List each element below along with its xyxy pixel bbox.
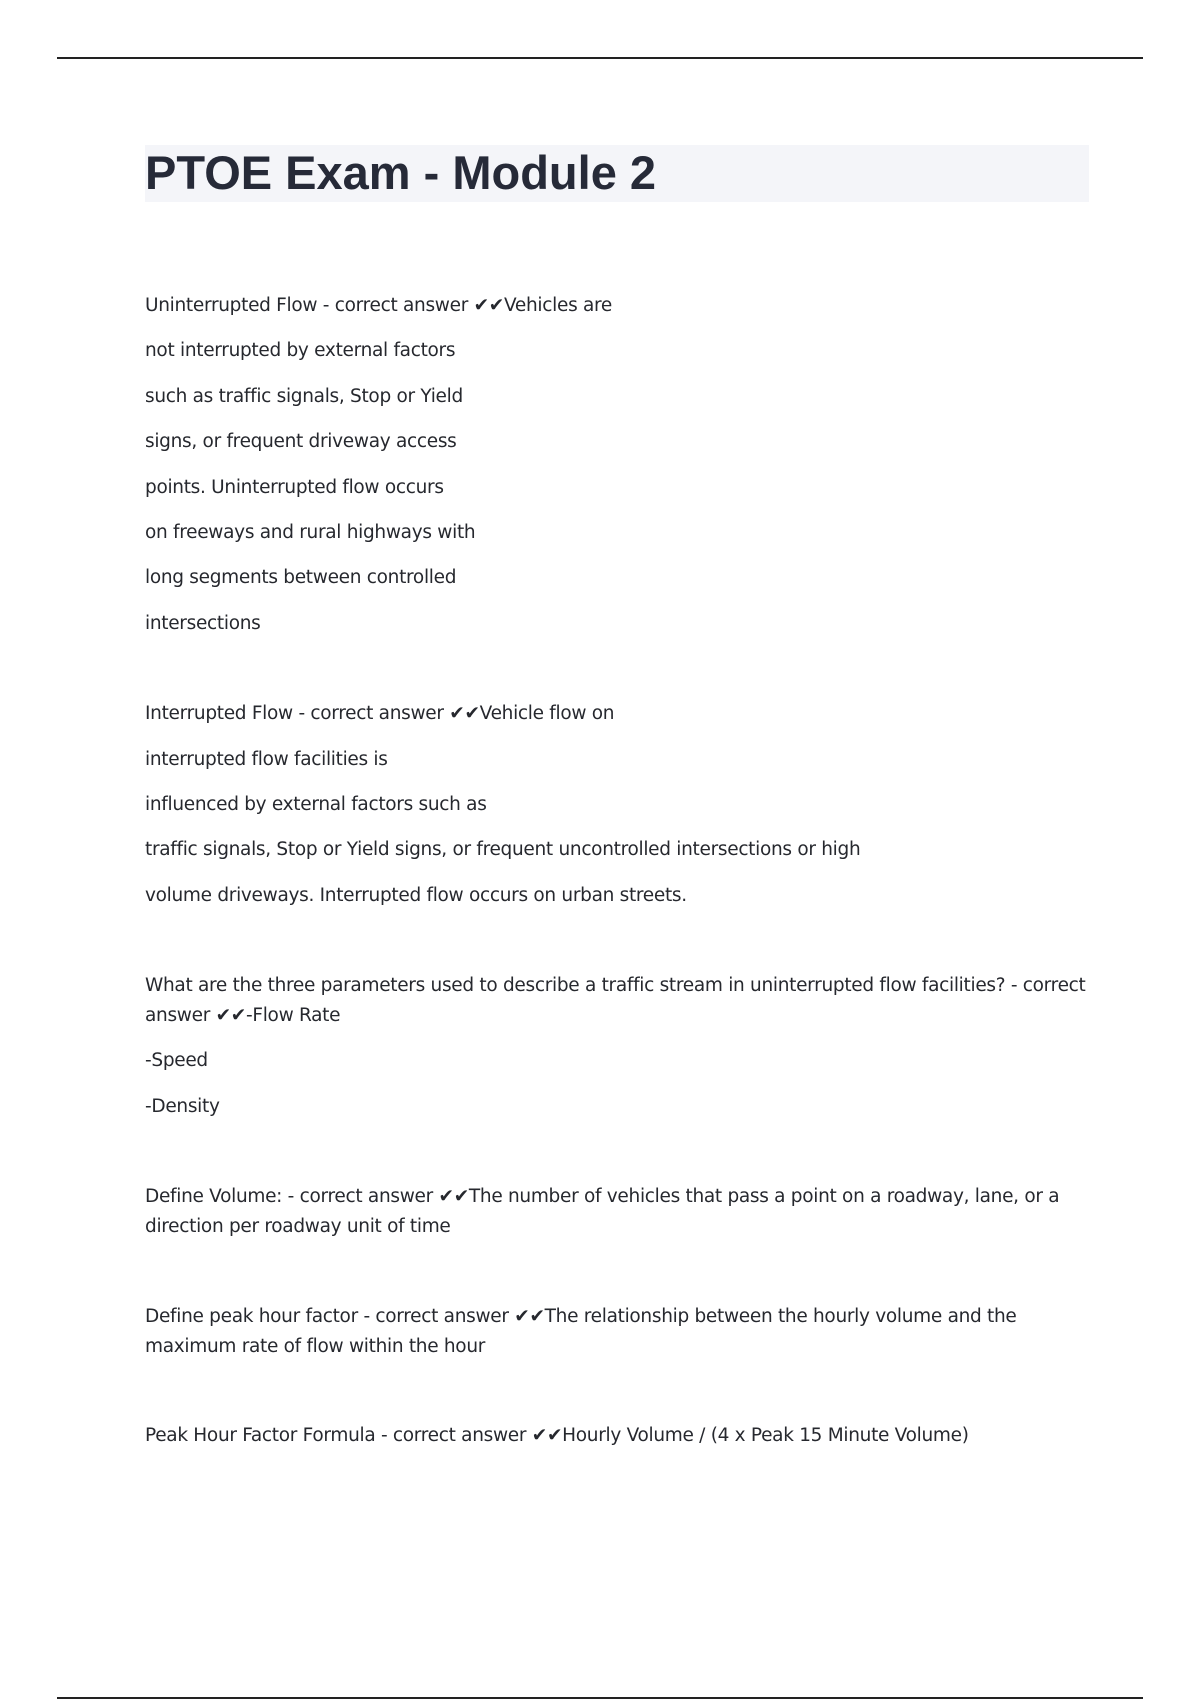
entry-line: traffic signals, Stop or Yield signs, or frequent uncontrolled intersections or high xyxy=(145,839,861,861)
entry-line: What are the three parameters used to describe a traffic stream in uninterrupted flow facilities? - correct xyxy=(145,975,1086,997)
flashcard-list xyxy=(145,290,1095,1465)
entry-spacer xyxy=(145,1376,1095,1420)
entry-line: long segments between controlled xyxy=(145,567,457,589)
entry-line: Define peak hour factor - correct answer ✔✔The relationship between the hourly volume and the xyxy=(145,1305,1017,1327)
entry-line: Uninterrupted Flow - correct answer ✔✔Vehicles are xyxy=(145,295,613,316)
entry-line: -Speed xyxy=(145,1050,208,1072)
entry-spacer xyxy=(145,1257,1095,1301)
entry-line: -Density xyxy=(145,1095,220,1117)
entry-line: direction per roadway unit of time xyxy=(145,1216,451,1238)
entry-spacer xyxy=(145,653,1095,698)
entry-line: Define Volume: - correct answer ✔✔The number of vehicles that pass a point on a roadway, lane, or a xyxy=(145,1186,1060,1208)
entry-line: on freeways and rural highways with xyxy=(145,521,476,543)
entry-line: influenced by external factors such as xyxy=(145,793,487,815)
entry-spacer xyxy=(145,1136,1095,1181)
entry-line: interrupted flow facilities is xyxy=(145,748,388,770)
entry-define-volume xyxy=(145,1181,1095,1256)
entry-interrupted-flow xyxy=(145,698,1095,925)
entry-line: answer ✔✔-Flow Rate xyxy=(145,1005,341,1027)
top-rule xyxy=(57,57,1143,59)
entry-phf-formula xyxy=(145,1420,1095,1465)
entry-line: intersections xyxy=(145,612,261,634)
entry-line: such as traffic signals, Stop or Yield xyxy=(145,385,463,407)
bottom-rule xyxy=(57,1697,1143,1699)
entry-line: signs, or frequent driveway access xyxy=(145,431,457,453)
entry-line: maximum rate of flow within the hour xyxy=(145,1335,486,1357)
document-title: PTOE Exam - Module 2 xyxy=(145,146,657,199)
entry-line: volume driveways. Interrupted flow occurs on urban streets. xyxy=(145,884,687,906)
entry-three-parameters xyxy=(145,970,1095,1136)
entry-line: Peak Hour Factor Formula - correct answer ✔✔Hourly Volume / (4 x Peak 15 Minute Volume) xyxy=(145,1425,969,1447)
entry-uninterrupted-flow xyxy=(145,290,1095,653)
entry-peak-hour-factor xyxy=(145,1301,1095,1376)
entry-spacer xyxy=(145,925,1095,970)
entry-line: Interrupted Flow - correct answer ✔✔Vehicle flow on xyxy=(145,703,615,725)
entry-line: not interrupted by external factors xyxy=(145,340,456,362)
entry-line: points. Uninterrupted flow occurs xyxy=(145,476,444,498)
